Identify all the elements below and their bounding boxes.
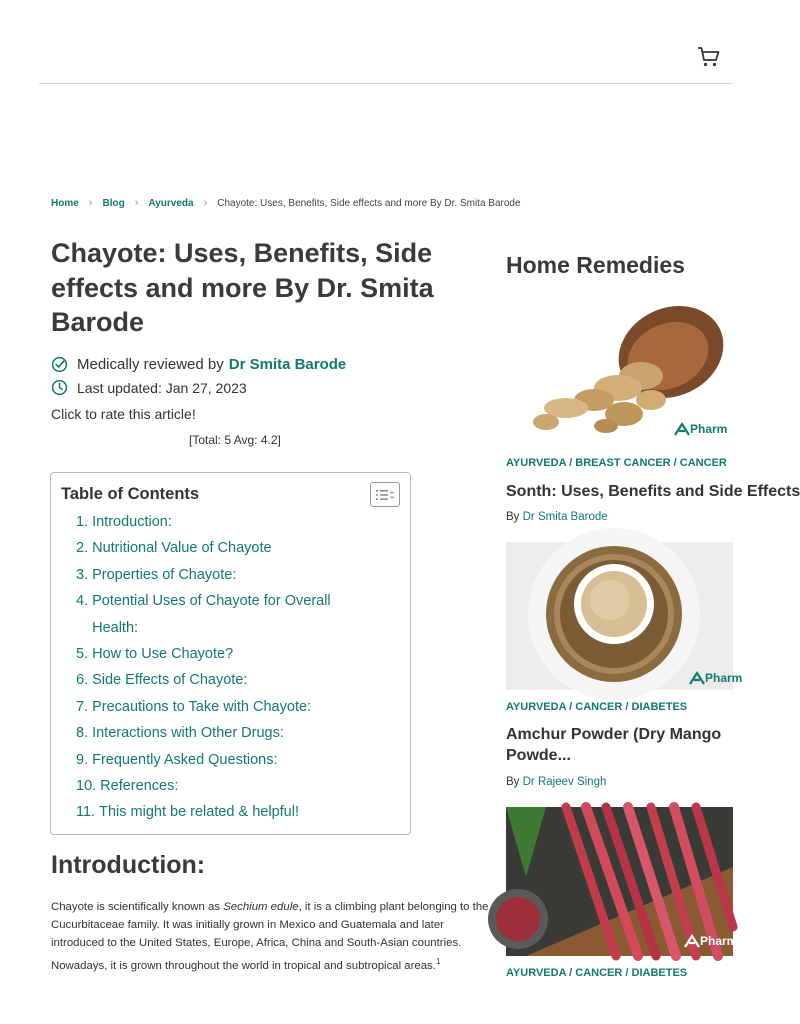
chevron-right-icon: › bbox=[134, 197, 139, 209]
card-author-link[interactable]: Dr Smita Barode bbox=[522, 511, 608, 523]
card-categories[interactable]: AYURVEDA / BREAST CANCER / CANCER bbox=[506, 457, 727, 469]
watermark-text: Pharm bbox=[700, 934, 738, 948]
introduction-paragraph bbox=[51, 898, 491, 975]
sidebar-heading: Home Remedies bbox=[506, 252, 685, 278]
toc-item[interactable] bbox=[76, 694, 350, 720]
toc-item-label[interactable]: Interactions with Other Drugs: bbox=[92, 725, 284, 742]
list-toggle-icon bbox=[374, 488, 396, 502]
card-byline bbox=[506, 776, 606, 788]
clock-icon bbox=[51, 379, 68, 396]
toc-item-label[interactable]: Nutritional Value of Chayote bbox=[92, 540, 272, 557]
breadcrumb-home-link[interactable]: Home bbox=[51, 197, 79, 209]
card-categories[interactable]: AYURVEDA / CANCER / DIABETES bbox=[506, 967, 688, 979]
brand-logo-icon bbox=[684, 934, 700, 948]
toc-item-label[interactable]: Properties of Chayote: bbox=[92, 566, 237, 583]
pharmeasy-watermark bbox=[684, 934, 737, 948]
pharmeasy-watermark bbox=[689, 671, 742, 685]
toc-item[interactable] bbox=[76, 667, 350, 693]
toc-item[interactable] bbox=[76, 773, 350, 799]
toc-item[interactable] bbox=[76, 641, 350, 667]
cart-icon[interactable] bbox=[697, 46, 721, 68]
amchur-powder-image bbox=[506, 542, 733, 690]
toc-item-label[interactable]: Precautions to Take with Chayote: bbox=[92, 698, 312, 715]
intro-text-start: Chayote is scientifically known as bbox=[51, 901, 224, 913]
footnote-link[interactable]: 1 bbox=[435, 956, 441, 966]
toc-title: Table of Contents bbox=[61, 485, 200, 503]
toc-item[interactable] bbox=[76, 720, 350, 746]
toc-item[interactable] bbox=[76, 747, 350, 773]
card-image-rhubarb[interactable] bbox=[506, 807, 738, 956]
toc-item-label[interactable]: Introduction: bbox=[92, 514, 172, 530]
rate-prompt: Click to rate this article! bbox=[51, 406, 196, 422]
toc-item-number: 7. bbox=[76, 698, 89, 715]
top-bar bbox=[39, 0, 733, 84]
toc-item-number: 5. bbox=[76, 646, 89, 663]
card-image-amchur[interactable] bbox=[506, 542, 743, 690]
chevron-right-icon: › bbox=[88, 197, 93, 209]
toc-item-label[interactable]: Frequently Asked Questions: bbox=[92, 751, 278, 768]
chevron-right-icon: › bbox=[203, 197, 208, 209]
medically-reviewed-row bbox=[51, 356, 346, 373]
intro-text-rest: , it is a climbing plant belonging to the Cucurbitaceae family. It was initially grown in Mexico and Guatemala and later introduced to the United States, Europe, Africa, China and South-Asian countries. Nowadays, it is grown throughout the world in tropical and subtropical areas. bbox=[51, 901, 489, 972]
toc-item-number: 8. bbox=[76, 725, 89, 742]
card-author-link[interactable]: Dr Rajeev Singh bbox=[522, 776, 607, 788]
scientific-name: Sechium edule bbox=[223, 901, 299, 913]
toc-item[interactable] bbox=[76, 588, 350, 641]
card-title[interactable]: Sonth: Uses, Benefits and Side Effects bbox=[506, 483, 800, 500]
watermark-text: Pharm bbox=[705, 671, 743, 685]
card-byline bbox=[506, 511, 608, 523]
toc-item-number: 3. bbox=[76, 566, 89, 583]
toc-item-number: 10. bbox=[76, 778, 97, 795]
toc-item-label[interactable]: Potential Uses of Chayote for Overall Health: bbox=[92, 593, 331, 636]
toc-item-number: 6. bbox=[76, 672, 89, 689]
breadcrumb-category-link[interactable]: Ayurveda bbox=[148, 197, 194, 209]
toc-item-label[interactable]: References: bbox=[100, 778, 179, 795]
by-label: By bbox=[506, 511, 520, 523]
brand-logo-icon bbox=[674, 422, 690, 436]
rating-summary: [Total: 5 Avg: 4.2] bbox=[189, 433, 281, 447]
check-badge-icon bbox=[51, 356, 68, 373]
pharmeasy-watermark bbox=[674, 422, 727, 436]
breadcrumb-current: Chayote: Uses, Benefits, Side effects and more By Dr. Smita Barode bbox=[217, 197, 521, 209]
toc-list bbox=[76, 509, 350, 826]
toc-item-number: 2. bbox=[76, 540, 89, 557]
toc-item[interactable] bbox=[76, 799, 350, 825]
toc-item[interactable] bbox=[76, 535, 350, 561]
reviewer-link[interactable]: Dr Smita Barode bbox=[228, 356, 347, 373]
toc-item-label[interactable]: This might be related & helpful! bbox=[99, 804, 299, 821]
breadcrumb bbox=[51, 197, 521, 209]
brand-logo-icon bbox=[689, 671, 705, 685]
card-categories[interactable]: AYURVEDA / CANCER / DIABETES bbox=[506, 701, 688, 713]
by-label: By bbox=[506, 776, 520, 788]
toc-item-number: 1. bbox=[76, 514, 89, 530]
reviewed-prefix: Medically reviewed by bbox=[77, 356, 224, 373]
last-updated: Last updated: Jan 27, 2023 bbox=[77, 379, 247, 396]
toc-item-label[interactable]: Side Effects of Chayote: bbox=[92, 672, 248, 689]
breadcrumb-blog-link[interactable]: Blog bbox=[102, 197, 125, 209]
toc-item-number: 11. bbox=[76, 804, 96, 821]
card-title[interactable]: Amchur Powder (Dry Mango Powde... bbox=[506, 726, 722, 764]
toc-item[interactable] bbox=[76, 509, 350, 535]
toc-item-label[interactable]: How to Use Chayote? bbox=[92, 646, 234, 663]
watermark-text: Pharm bbox=[690, 422, 728, 436]
last-updated-row bbox=[51, 379, 247, 396]
table-of-contents bbox=[50, 472, 411, 835]
toc-item-number: 4. bbox=[76, 593, 89, 610]
toc-item[interactable] bbox=[76, 562, 350, 588]
introduction-heading: Introduction: bbox=[51, 851, 206, 879]
toc-toggle-button[interactable] bbox=[370, 482, 400, 507]
page-title: Chayote: Uses, Benefits, Side effects and more By Dr. Smita Barode bbox=[51, 238, 434, 337]
card-image-sonth[interactable] bbox=[506, 296, 733, 446]
toc-item-number: 9. bbox=[76, 751, 89, 768]
